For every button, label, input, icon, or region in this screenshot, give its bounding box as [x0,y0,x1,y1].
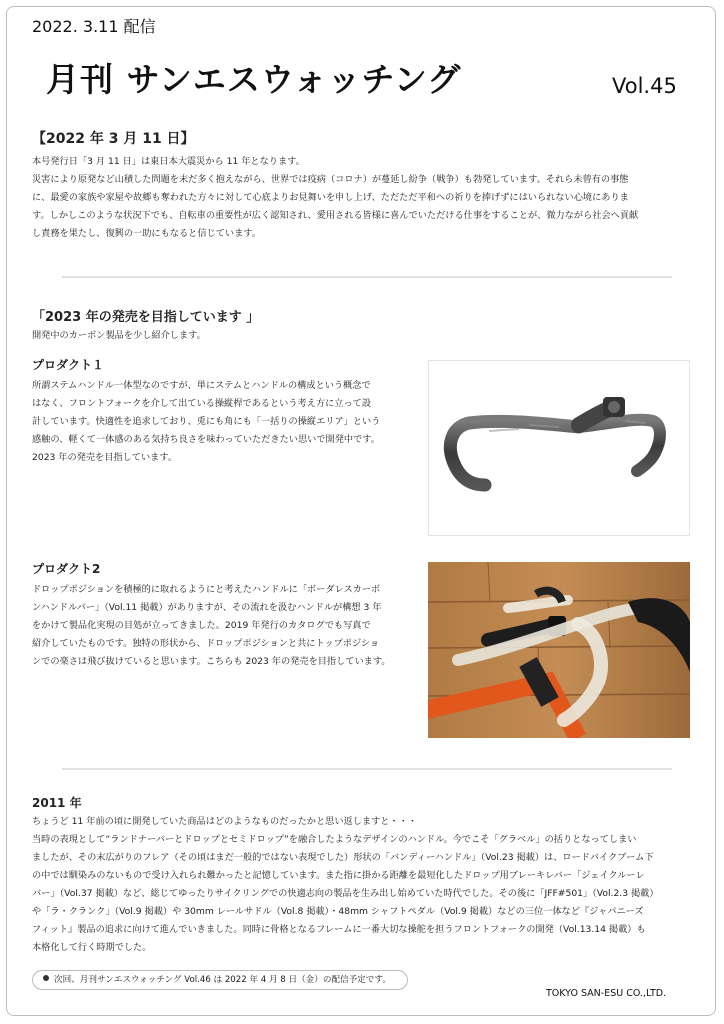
product2-line: ンハンドルバー」（Vol.11 掲載）がありますが、その流れを汲むハンドルが構想 3 年 [32,602,382,613]
divider [62,768,672,770]
section-2023 [32,306,692,345]
intro-section [32,128,692,243]
product1-line: 感触の、軽くて一体感のある気持ち良さを味わっていただきたい思いで開発中です。 [32,434,380,445]
section-2011-line: 本格化して行く時期でした。 [32,942,152,953]
volume-number: Vol.45 [612,74,677,98]
next-issue-notice [32,970,408,990]
intro-line: に、最愛の家族や家屋や故郷も奪われた方々に対して心底よりお見舞いを申し上げ、ただただ平和への祈りを捧げずにはいられない心境にありま [32,192,629,203]
issue-date: 2022. 3.11 配信 [32,17,156,36]
product2-heading: プロダクト2 [32,562,101,576]
newsletter-title: 月刊 サンエスウォッチング [46,60,462,99]
section-2011-heading: 2011 年 [32,796,82,810]
section-2011-line: ちょうど 11 年前の頃に開発していた商品はどのようなものだったかと思い返しますと・・・ [32,816,418,827]
section-2023-heading: 「2023 年の発売を目指しています 」 [32,310,260,325]
intro-line: 災害により原発など山積した問題を未だ多く抱えながら、世界では疫病（コロナ）が蔓延し紛争（戦争）も勃発しています。それら未曾有の事態 [32,174,629,185]
section-2011 [32,794,698,957]
section-2011-line: バー」（Vol.37 掲載）など、総じてゆったりサイクリングでの快適志向の製品を生み出し始めていた時代でした。その後に「JFF#501」（Vol.2.3 掲載） [32,888,659,899]
section-2011-line: 当時の表現として“ランドナーバーとドロップとセミドロップ”を融合したようなデザインのハンドル。今でこそ「グラベル」の括りとなってしまい [32,834,637,845]
intro-line: し責務を果たし、復興の一助にもなると信じています。 [32,228,261,239]
divider [62,276,672,278]
section-2011-line: フィット』製品の追求に向けて進んでいきました。同時に骨格となるフレームに一番大切な操舵を担うフロントフォークの開発（Vol.13.14 掲載）も [32,924,646,935]
product1-section [32,356,416,467]
next-issue-text: 次回、月刊サンエスウォッチング Vol.46 は 2022 年 4 月 8 日（金）の配信予定です。 [54,975,391,985]
product2-line: 紹介していたものです。独特の形状から、ドロップポジションと共にトップポジショ [32,638,380,649]
bullet-icon [43,975,49,981]
product1-handlebar-photo [428,360,690,536]
product2-bike-photo [428,562,690,738]
product2-line: ドロップポジションを積極的に取れるようにと考えたハンドルに「ボーダレスカーボ [32,584,381,595]
product2-line: ンでの楽さは飛び抜けていると思います。こちらも 2023 年の発売を目指しています。 [32,656,391,667]
product1-heading: プロダクト１ [32,358,105,372]
intro-line: 本号発行日「3 月 11 日」は東日本大震災から 11 年となります。 [32,156,305,167]
product2-section [32,560,416,671]
product1-line: 2023 年の発売を目指しています。 [32,452,178,463]
section-2011-line: ましたが、その末広がりのフレア（その頃はまだ一般的ではない表現でした）形状の「バンディーハンドル」（Vol.23 掲載）は、ロードバイクブーム下 [32,852,654,863]
product1-line: 所謂ステムハンドル一体型なのですが、単にステムとハンドルの構成という概念で [32,380,371,391]
section-2011-line: や「ラ・クランク」（Vol.9 掲載）や 30mm レールサドル（Vol.8 掲載）・48mm シャフトペダル（Vol.9 掲載）などの三位一体など『ジャパニーズ [32,906,644,917]
intro-line: す。しかしこのような状況下でも、自転車の重要性が広く認知され、愛用される皆様に喜んでいただける仕事をすることが、微力ながら社会へ貢献 [32,210,639,221]
product1-line: 計しています。快適性を追求しており、兎にも角にも「一括りの操縦エリア」という [32,416,381,427]
intro-heading: 【2022 年 3 月 11 日】 [32,131,195,147]
product2-line: をかけて製品化実現の目処が立ってきました。2019 年発行のカタログでも写真で [32,620,371,631]
section-2011-line: の中では馴染みのないもので受け入れられ難かったと記憶しています。また指に掛かる距離を最短化したドロップ用ブレーキレバー「ジェイクルーレ [32,870,645,881]
company-name: TOKYO SAN-ESU CO.,LTD. [546,988,667,999]
section-2023-subtitle: 開発中のカーボン製品を少し紹介します。 [32,330,206,341]
product1-line: はなく、フロントフォークを介して出ている操縦桿であるという考え方に立って設 [32,398,372,409]
